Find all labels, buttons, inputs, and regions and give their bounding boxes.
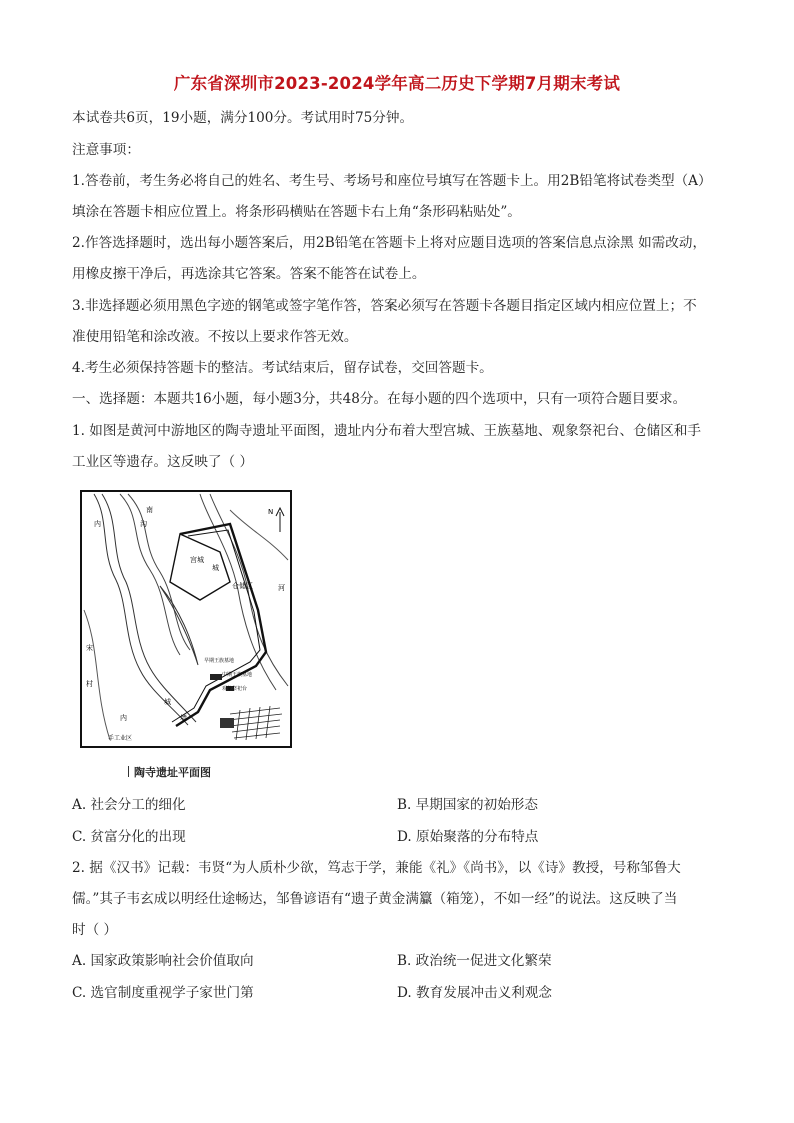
- map-char-label: 内: [94, 520, 101, 528]
- q2-option-b[interactable]: B. 政治统一促进文化繁荣: [397, 953, 552, 969]
- craft-label: 手工业区: [108, 735, 133, 742]
- storage-label: 仓储区: [232, 582, 253, 590]
- page-title: 广东省深圳市2023-2024学年高二历史下学期7月期末考试: [173, 74, 621, 93]
- q2-stem-line: 儒。”其子韦玄成以明经仕途畅达，邹鲁谚语有“遗子黄金满籯（箱笼），不如一经”的说法。这反映了当: [72, 891, 678, 907]
- palace-cheng-label: 城: [212, 564, 219, 572]
- map-char-label: 墙: [180, 714, 187, 722]
- notice-line: 准使用铅笔和涂改液。不按以上要求作答无效。: [72, 329, 358, 345]
- notice-line: 填涂在答题卡相应位置上。将条形码横贴在答题卡右上角“条形码粘贴处”。: [72, 204, 521, 220]
- q2-stem-line: 时（ ）: [72, 922, 118, 938]
- map-char-label: 城: [164, 698, 171, 706]
- q1-option-a[interactable]: A. 社会分工的细化: [72, 797, 186, 813]
- map-char-label: 南: [146, 506, 153, 514]
- notice-line: 用橡皮擦干净后，再选涂其它答案。答案不能答在试卷上。: [72, 266, 426, 282]
- q1-stem-line: 工业区等遗存。这反映了（ ）: [72, 454, 254, 470]
- intro-text: 本试卷共6页，19小题，满分100分。考试用时75分钟。: [72, 110, 414, 126]
- notice-line: 2.作答选择题时，选出每小题答案后，用2B铅笔在答题卡上将对应题目选项的答案信息点涂黑 如需改动，: [72, 235, 707, 251]
- q1-stem-line: 1. 如图是黄河中游地区的陶寺遗址平面图，遗址内分布着大型宫城、王族墓地、观象祭祀台、仓储区和手: [72, 423, 702, 439]
- section-heading: 一、选择题：本题共16小题，每小题3分，共48分。在每小题的四个选项中，只有一项符合题目要求。: [72, 391, 687, 407]
- map-char-label: 沟: [140, 520, 147, 528]
- notice-line: 3.非选择题必须用黑色字迹的钢笔或签字笔作答，答案必须写在答题卡各题目指定区域内相应位置上；不: [72, 298, 697, 314]
- q2-option-d[interactable]: D. 教育发展冲击义利观念: [397, 985, 552, 1001]
- map-char-label: 内: [120, 714, 127, 722]
- notice-line: 4.考生必须保持答题卡的整洁。考试结束后，留存试卷，交回答题卡。: [72, 360, 493, 376]
- q2-stem-line: 2. 据《汉书》记载：韦贤“为人质朴少欲，笃志于学，兼能《礼》《尚书》，以《诗》教授，号称邹鲁大: [72, 860, 681, 876]
- map-char-label: 村: [86, 680, 93, 688]
- river-label: 河: [278, 584, 285, 592]
- q2-option-c[interactable]: C. 选官制度重视学子家世门第: [72, 985, 254, 1001]
- q2-option-a[interactable]: A. 国家政策影响社会价值取向: [72, 953, 254, 969]
- mid-tomb-label: 中期王族墓地: [222, 672, 253, 678]
- q1-option-b[interactable]: B. 早期国家的初始形态: [397, 797, 538, 813]
- map-char-label: 宋: [86, 644, 93, 652]
- map-caption: 陶寺遗址平面图: [134, 766, 211, 779]
- north-label: N: [268, 508, 274, 516]
- notice-heading: 注意事项：: [72, 142, 140, 158]
- observatory-label: 观象祭祀台: [222, 686, 248, 692]
- q1-option-c[interactable]: C. 贫富分化的出现: [72, 829, 186, 845]
- taosi-site-map: [80, 490, 292, 748]
- palace-label: 宫城: [190, 556, 204, 564]
- q1-option-d[interactable]: D. 原始聚落的分布特点: [397, 829, 539, 845]
- notice-line: 1.答卷前，考生务必将自己的姓名、考生号、考场号和座位号填写在答题卡上。用2B铅笔将试卷类型（A）: [72, 173, 712, 189]
- early-tomb-label: 早期王族墓地: [204, 658, 235, 664]
